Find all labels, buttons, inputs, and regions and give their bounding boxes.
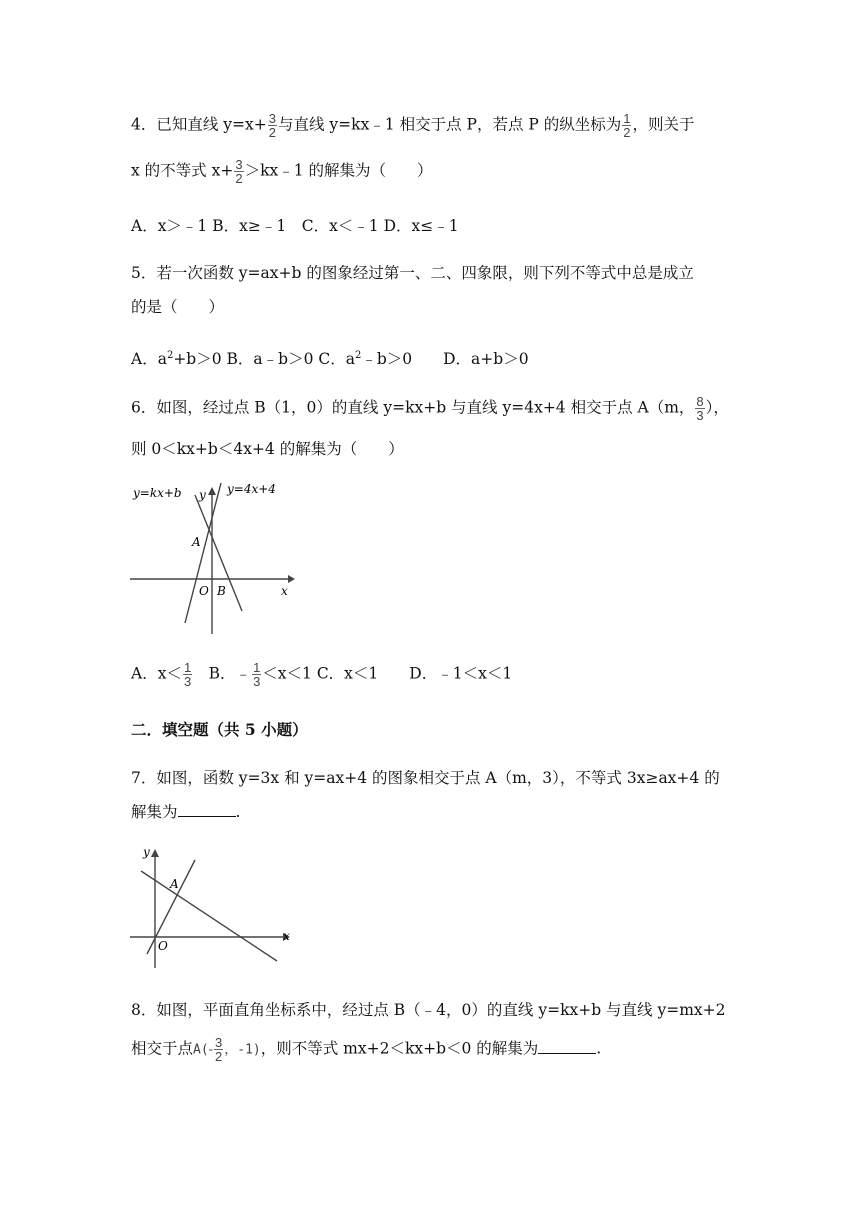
- label-y: y: [143, 845, 150, 859]
- label-O: O: [199, 584, 209, 598]
- q7-graph: [125, 840, 300, 975]
- q7-line1: 7．如图，函数 y=3x 和 y=ax+4 的图象相交于点 A（m，3），不等式 3x≥ax+4 的: [131, 769, 720, 787]
- fraction: $\frac{8}{3}$: [696, 394, 704, 423]
- answer-blank[interactable]: [178, 802, 236, 817]
- x-axis-arrow: [288, 575, 295, 583]
- line-4x-plus-4: [185, 483, 221, 623]
- y-axis-arrow: [208, 487, 216, 495]
- fraction: $\frac{1}{3}$: [253, 660, 261, 689]
- q5-line1: 5．若一次函数 y=ax+b 的图象经过第一、二、四象限，则下列不等式中总是成立: [131, 264, 694, 282]
- label-4x: y=4x+4: [227, 482, 276, 496]
- section-heading: 二．填空题（共 5 小题）: [131, 720, 308, 739]
- fraction: $\frac{1}{3}$: [183, 660, 192, 689]
- q6-line1: 6．如图，经过点 B（1，0）的直线 y=kx+b 与直线 y=4x+4 相交于点 A（m， $\frac{8}{3}$ ），: [131, 394, 729, 423]
- q4-options: A．x＞﹣1 B．x≥﹣1 C．x＜﹣1 D．x≤﹣1: [131, 217, 459, 235]
- q4-line1: 4．已知直线 y=x+ $\frac{3}{2}$ 与直线 y=kx﹣1 相交于点 P，若点 P 的纵坐标为 $\frac{1}{2}$ ，则关于: [131, 111, 695, 140]
- q5-options: A．$a^2+b>0$ B．a﹣b＞0 C．$a^2﹣b>0$ D．a+b＞0: [131, 350, 529, 369]
- fraction: $\frac{3}{2}$: [215, 1035, 223, 1064]
- q6-line2: 则 0＜kx+b＜4x+4 的解集为（ ）: [131, 440, 404, 458]
- fraction: $\frac{1}{2}$: [623, 111, 631, 140]
- label-y: y: [199, 488, 206, 502]
- fraction: $\frac{3}{2}$: [235, 157, 243, 186]
- answer-blank[interactable]: [538, 1039, 596, 1054]
- q6-options: A．x＜ $\frac{1}{3}$ B．﹣ $\frac{1}{3}$ ＜x＜1 C．x＜1 D．﹣1＜x＜1: [131, 660, 513, 689]
- label-kx: y=kx+b: [133, 486, 182, 500]
- q4-line2: x 的不等式 x+ $\frac{3}{2}$ ＞kx﹣1 的解集为（ ）: [131, 157, 433, 186]
- label-x: x: [281, 584, 288, 598]
- q8-line1: 8．如图，平面直角坐标系中，经过点 B（﹣4，0）的直线 y=kx+b 与直线 y=mx+2: [131, 1001, 726, 1019]
- label-O: O: [158, 939, 168, 953]
- y-axis-arrow: [151, 849, 159, 857]
- label-x: x: [283, 929, 290, 943]
- label-A: A: [192, 535, 201, 549]
- q7-line2: 解集为 .: [131, 803, 241, 821]
- label-A: A: [170, 877, 179, 891]
- label-B: B: [217, 584, 226, 598]
- q5-line2: 的是（ ）: [131, 298, 225, 316]
- line-3x: [147, 860, 195, 954]
- q6-graph: [125, 475, 300, 640]
- q8-line2: 相交于点A(- $\frac{3}{2}$ ，-1)，则不等式 mx+2＜kx+b＜0 的解集为 .: [131, 1035, 602, 1064]
- fraction: $\frac{3}{2}$: [268, 111, 276, 140]
